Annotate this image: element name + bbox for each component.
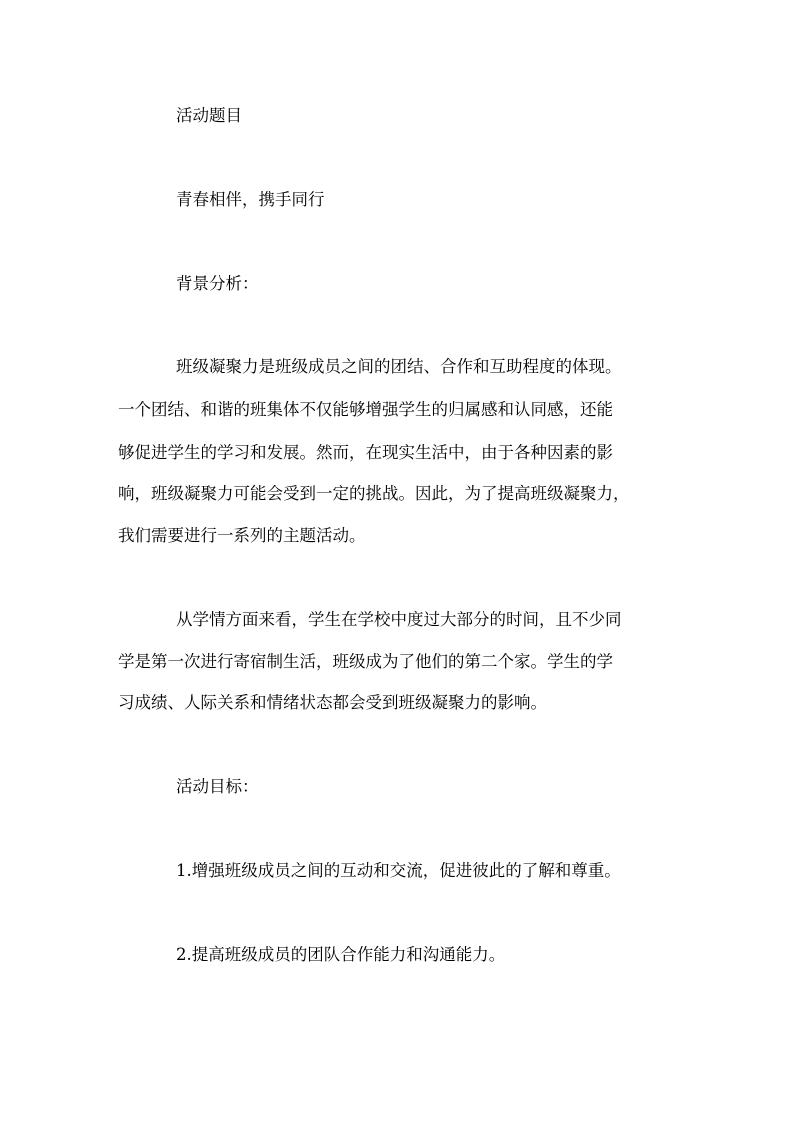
paragraph-line: 习成绩、人际关系和情绪状态都会受到班级凝聚力的影响。 xyxy=(118,693,547,712)
paragraph-line: 班级凝聚力是班级成员之间的团结、合作和互助程度的体现。 xyxy=(176,357,622,376)
paragraph-line: 一个团结、和谐的班集体不仅能够增强学生的归属感和认同感，还能 xyxy=(118,400,613,419)
paragraph-line: 响，班级凝聚力可能会受到一定的挑战。因此，为了提高班级凝聚力， xyxy=(118,484,630,503)
goal-item: 2.提高班级成员的团队合作能力和沟通能力。 xyxy=(176,945,506,964)
goal-item: 1.增强班级成员之间的互动和交流，促进彼此的了解和尊重。 xyxy=(176,861,621,880)
paragraph-line: 够促进学生的学习和发展。然而，在现实生活中，由于各种因素的影 xyxy=(118,443,613,462)
goals-heading: 活动目标： xyxy=(176,777,259,796)
paragraph-line: 学是第一次进行寄宿制生活，班级成为了他们的第二个家。学生的学 xyxy=(118,652,613,671)
background-heading: 背景分析： xyxy=(176,274,259,293)
paragraph-line: 我们需要进行一系列的主题活动。 xyxy=(118,526,366,545)
title-label: 活动题目 xyxy=(176,106,242,125)
paragraph-line: 从学情方面来看，学生在学校中度过大部分的时间，且不少同 xyxy=(176,610,622,629)
activity-title: 青春相伴，携手同行 xyxy=(176,190,325,209)
